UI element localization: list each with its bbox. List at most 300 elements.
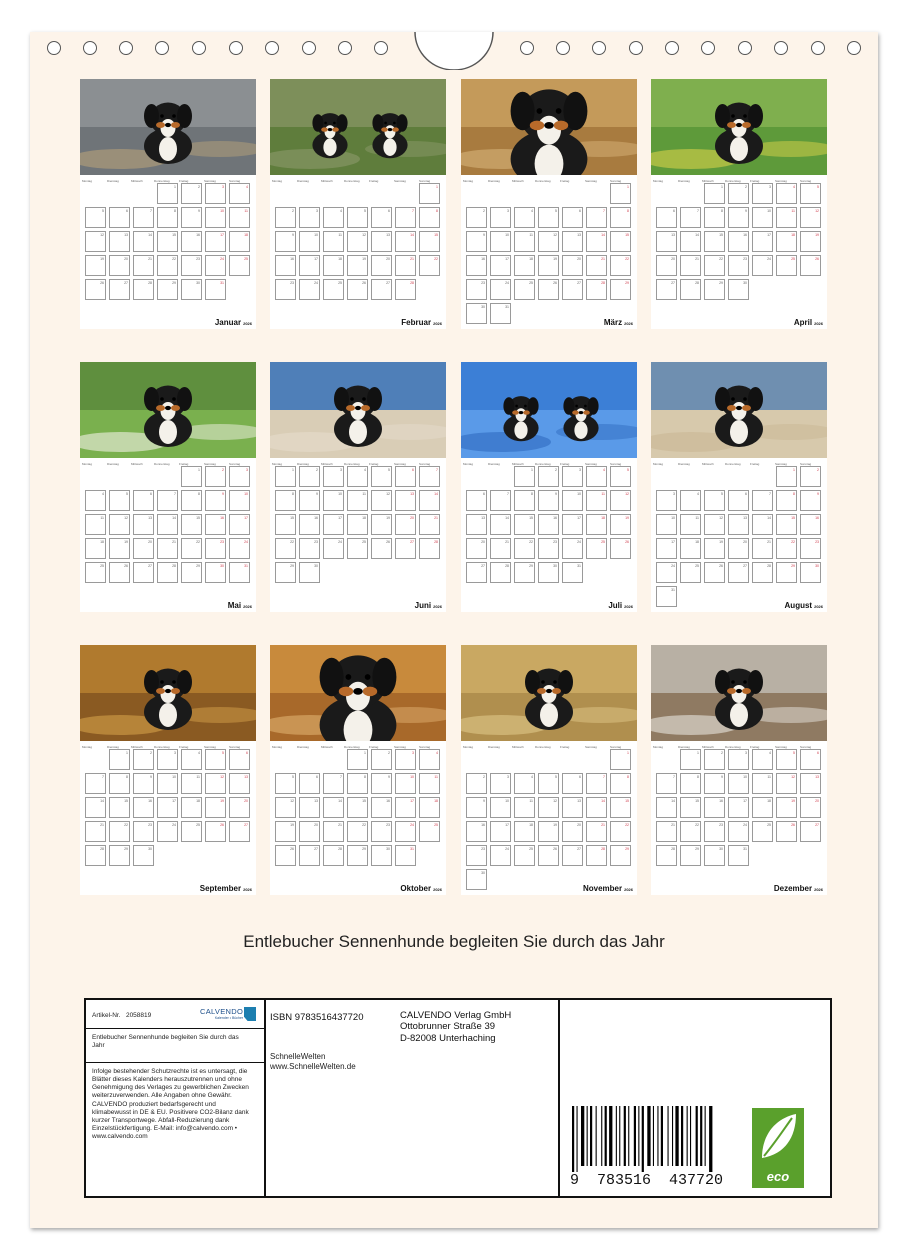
day-number: 20 [743, 540, 747, 544]
day-number: 27 [815, 823, 819, 827]
day-cell [656, 586, 677, 607]
weekday-label: Mittwoch [321, 462, 333, 466]
binding-hole [774, 41, 788, 55]
day-number: 15 [719, 233, 723, 237]
weekday-label: Freitag [179, 745, 189, 749]
barcode [566, 1106, 716, 1172]
day-number: 15 [196, 516, 200, 520]
day-number: 8 [721, 209, 723, 213]
day-cell [466, 845, 487, 866]
weekday-label: Dienstag [678, 745, 690, 749]
day-cell [157, 207, 178, 228]
day-cell [776, 514, 797, 535]
day-cell [490, 490, 511, 511]
month-name: Juli [608, 601, 623, 610]
day-number: 16 [148, 799, 152, 803]
day-number: 11 [767, 775, 771, 779]
day-cell [347, 514, 368, 535]
day-number: 30 [481, 305, 485, 309]
day-cell [656, 490, 677, 511]
day-cell [680, 255, 701, 276]
day-number: 2 [745, 185, 747, 189]
day-cell [514, 490, 535, 511]
weekday-label: Montag [653, 462, 664, 466]
weekday-label: Freitag [179, 462, 189, 466]
photo-dog-portrait-closeup [461, 79, 637, 175]
day-cell [704, 255, 725, 276]
weekday-label: Samstag [775, 179, 787, 183]
publisher-street: Ottobrunner Straße 39 [400, 1021, 496, 1033]
brand-name: CALVENDO [200, 1007, 244, 1016]
month-januar [80, 79, 256, 329]
imprint-column-right [560, 1000, 830, 1196]
day-number: 7 [603, 209, 605, 213]
day-cell [109, 231, 130, 252]
day-cell [85, 773, 106, 794]
day-number: 1 [174, 185, 176, 189]
day-cell [347, 231, 368, 252]
day-cell [371, 821, 392, 842]
day-cell [466, 490, 487, 511]
day-cell [466, 303, 487, 324]
month-september [80, 645, 256, 895]
weekday-label: Dienstag [107, 179, 119, 183]
day-number: 15 [172, 233, 176, 237]
day-cell [680, 749, 701, 770]
day-number: 28 [767, 564, 771, 568]
day-number: 21 [601, 823, 605, 827]
day-number: 17 [338, 516, 342, 520]
day-cell [347, 279, 368, 300]
day-number: 10 [410, 775, 414, 779]
day-cell [229, 207, 250, 228]
binding-hole [119, 41, 133, 55]
day-number: 16 [196, 233, 200, 237]
day-cell [776, 773, 797, 794]
day-number: 25 [601, 540, 605, 544]
day-cell [610, 207, 631, 228]
day-cell [133, 538, 154, 559]
day-number: 12 [791, 775, 795, 779]
day-number: 13 [577, 233, 581, 237]
day-cell [656, 207, 677, 228]
photo-two-dogs-on-blue-dock [461, 362, 637, 458]
day-number: 23 [743, 257, 747, 261]
day-cell [419, 538, 440, 559]
day-cell [586, 231, 607, 252]
month-name: Dezember [773, 884, 813, 893]
day-number: 18 [529, 823, 533, 827]
day-number: 18 [695, 540, 699, 544]
day-cell [229, 490, 250, 511]
day-cell [133, 490, 154, 511]
day-number: 21 [767, 540, 771, 544]
weekday-label: Sonntag [419, 745, 431, 749]
day-number: 4 [697, 492, 699, 496]
day-cell [299, 821, 320, 842]
day-number: 14 [410, 233, 414, 237]
weekday-label: Donnerstag [154, 745, 170, 749]
day-number: 24 [505, 281, 509, 285]
day-number: 19 [220, 799, 224, 803]
day-number: 24 [671, 564, 675, 568]
barcode-bar [672, 1106, 673, 1166]
day-number: 4 [198, 751, 200, 755]
day-number: 11 [529, 799, 533, 803]
day-number: 4 [531, 209, 533, 213]
weekday-label: Samstag [775, 462, 787, 466]
day-number: 2 [721, 751, 723, 755]
weekday-label: Samstag [204, 745, 216, 749]
day-number: 9 [388, 775, 390, 779]
day-number: 17 [244, 516, 248, 520]
day-number: 11 [601, 492, 605, 496]
day-cell [704, 773, 725, 794]
day-cell [490, 207, 511, 228]
day-cell [419, 183, 440, 204]
barcode-bar [628, 1106, 629, 1166]
day-cell [109, 255, 130, 276]
day-cell [323, 231, 344, 252]
day-number: 6 [483, 492, 485, 496]
day-cell [85, 255, 106, 276]
day-cell [514, 231, 535, 252]
day-number: 24 [220, 257, 224, 261]
day-cell [538, 821, 559, 842]
day-cell [610, 845, 631, 866]
day-cell [109, 514, 130, 535]
day-cell [85, 490, 106, 511]
weekday-label: Dienstag [297, 462, 309, 466]
day-cell [800, 231, 821, 252]
day-cell [419, 466, 440, 487]
month-name: November [582, 884, 623, 893]
day-cell [586, 207, 607, 228]
weekday-label: Freitag [560, 179, 570, 183]
day-number: 8 [697, 775, 699, 779]
weekday-label: Montag [272, 745, 283, 749]
day-number: 5 [292, 775, 294, 779]
weekday-label: Sonntag [800, 179, 812, 183]
day-number: 21 [505, 540, 509, 544]
day-number: 29 [196, 564, 200, 568]
day-number: 24 [743, 823, 747, 827]
day-number: 1 [126, 751, 128, 755]
weekday-label: Freitag [560, 745, 570, 749]
day-cell [229, 797, 250, 818]
day-cell [800, 490, 821, 511]
day-number: 31 [743, 847, 747, 851]
day-number: 1 [721, 185, 723, 189]
day-cell [181, 183, 202, 204]
day-cell [514, 773, 535, 794]
day-number: 10 [338, 492, 342, 496]
day-cell [395, 207, 416, 228]
weekday-label: Mittwoch [702, 462, 714, 466]
day-number: 22 [695, 823, 699, 827]
day-cell [776, 490, 797, 511]
eco-badge [752, 1108, 804, 1188]
day-cell [85, 538, 106, 559]
day-cell [562, 466, 583, 487]
day-number: 21 [671, 823, 675, 827]
day-number: 6 [579, 775, 581, 779]
day-number: 18 [100, 540, 104, 544]
day-cell [133, 279, 154, 300]
day-cell [562, 821, 583, 842]
day-cell [133, 797, 154, 818]
day-cell [538, 514, 559, 535]
day-number: 9 [292, 233, 294, 237]
day-number: 11 [362, 492, 366, 496]
day-number: 2 [817, 468, 819, 472]
day-cell [728, 538, 749, 559]
day-number: 3 [246, 468, 248, 472]
day-number: 9 [817, 492, 819, 496]
day-cell [490, 303, 511, 324]
day-cell [181, 255, 202, 276]
day-number: 4 [364, 468, 366, 472]
day-cell [776, 562, 797, 583]
weekday-label: Montag [463, 745, 474, 749]
day-number: 5 [364, 209, 366, 213]
day-number: 25 [529, 847, 533, 851]
day-cell [800, 466, 821, 487]
day-number: 7 [102, 775, 104, 779]
day-number: 13 [148, 516, 152, 520]
day-cell [85, 207, 106, 228]
month-label [228, 601, 252, 610]
day-cell [514, 514, 535, 535]
month-label [583, 884, 633, 893]
day-cell [776, 797, 797, 818]
weekday-label: Freitag [750, 179, 760, 183]
day-number: 8 [292, 492, 294, 496]
day-cell [133, 845, 154, 866]
day-cell [229, 749, 250, 770]
day-number: 23 [220, 540, 224, 544]
month-year: 2026 [624, 887, 633, 892]
day-cell [704, 538, 725, 559]
day-cell [275, 466, 296, 487]
weekday-label: Montag [272, 179, 283, 183]
day-number: 14 [172, 516, 176, 520]
day-cell [586, 255, 607, 276]
day-cell [610, 231, 631, 252]
day-number: 31 [410, 847, 414, 851]
day-number: 8 [174, 209, 176, 213]
day-number: 20 [244, 799, 248, 803]
day-number: 26 [290, 847, 294, 851]
day-number: 11 [338, 233, 342, 237]
day-number: 22 [625, 257, 629, 261]
day-number: 14 [434, 492, 438, 496]
day-number: 30 [815, 564, 819, 568]
day-cell [133, 207, 154, 228]
day-cell [466, 869, 487, 890]
day-cell [800, 207, 821, 228]
day-number: 16 [743, 233, 747, 237]
day-cell [205, 773, 226, 794]
day-number: 16 [481, 257, 485, 261]
day-number: 4 [340, 209, 342, 213]
day-number: 30 [196, 281, 200, 285]
day-number: 20 [148, 540, 152, 544]
day-cell [275, 773, 296, 794]
day-cell [181, 490, 202, 511]
day-number: 10 [743, 775, 747, 779]
month-mai [80, 362, 256, 612]
day-number: 10 [671, 516, 675, 520]
day-number: 7 [436, 468, 438, 472]
day-cell [490, 821, 511, 842]
day-cell [514, 255, 535, 276]
day-cell [680, 773, 701, 794]
day-number: 12 [290, 799, 294, 803]
day-cell [680, 279, 701, 300]
day-cell [157, 490, 178, 511]
day-number: 22 [791, 540, 795, 544]
weekday-label: Donnerstag [344, 745, 360, 749]
day-cell [109, 279, 130, 300]
day-cell [586, 797, 607, 818]
day-number: 28 [434, 540, 438, 544]
weekday-label: Samstag [585, 745, 597, 749]
day-number: 15 [695, 799, 699, 803]
day-cell [85, 279, 106, 300]
day-number: 4 [531, 775, 533, 779]
binding-hole [192, 41, 206, 55]
day-number: 27 [124, 281, 128, 285]
day-number: 7 [697, 209, 699, 213]
day-cell [752, 773, 773, 794]
day-number: 21 [410, 257, 414, 261]
day-number: 12 [124, 516, 128, 520]
weekday-label: Mittwoch [131, 745, 143, 749]
calvendo-logo-mark [244, 1007, 256, 1021]
day-cell [347, 749, 368, 770]
day-cell [371, 466, 392, 487]
day-number: 2 [316, 468, 318, 472]
calendar-subtitle: Entlebucher Sennenhunde begleiten Sie durch das Jahr [243, 932, 665, 951]
day-cell [776, 255, 797, 276]
day-cell [562, 279, 583, 300]
day-number: 7 [507, 492, 509, 496]
day-cell [181, 514, 202, 535]
day-number: 24 [338, 540, 342, 544]
weekday-label: Sonntag [800, 745, 812, 749]
day-number: 12 [553, 799, 557, 803]
day-cell [323, 797, 344, 818]
month-april [651, 79, 827, 329]
day-number: 21 [148, 257, 152, 261]
day-number: 15 [625, 233, 629, 237]
day-cell [229, 255, 250, 276]
day-number: 25 [529, 281, 533, 285]
day-cell [371, 797, 392, 818]
day-cell [299, 207, 320, 228]
day-cell [752, 797, 773, 818]
weekday-label: Donnerstag [535, 179, 551, 183]
binding-hole [47, 41, 61, 55]
day-number: 16 [314, 516, 318, 520]
weekday-label: Dienstag [107, 462, 119, 466]
day-cell [490, 514, 511, 535]
day-cell [205, 255, 226, 276]
barcode-bar [590, 1106, 592, 1166]
day-number: 19 [625, 516, 629, 520]
day-number: 22 [362, 823, 366, 827]
binding-hole [556, 41, 570, 55]
day-number: 11 [244, 209, 248, 213]
day-number: 16 [220, 516, 224, 520]
month-name: Februar [401, 318, 432, 327]
day-cell [299, 279, 320, 300]
imprint-column-left [86, 1000, 266, 1196]
day-number: 8 [198, 492, 200, 496]
day-cell [371, 207, 392, 228]
day-number: 7 [673, 775, 675, 779]
day-number: 29 [791, 564, 795, 568]
day-number: 5 [817, 185, 819, 189]
day-cell [85, 797, 106, 818]
binding-hole [83, 41, 97, 55]
day-cell [133, 773, 154, 794]
day-cell [728, 279, 749, 300]
day-cell [133, 231, 154, 252]
day-cell [704, 183, 725, 204]
day-cell [109, 490, 130, 511]
barcode-bar [601, 1106, 602, 1166]
day-cell [586, 845, 607, 866]
month-name: September [199, 884, 242, 893]
weekday-label: Sonntag [419, 179, 431, 183]
day-number: 19 [791, 799, 795, 803]
month-label [415, 601, 442, 610]
day-number: 26 [719, 564, 723, 568]
day-number: 1 [198, 468, 200, 472]
day-cell [680, 538, 701, 559]
month-name: April [793, 318, 813, 327]
day-number: 12 [100, 233, 104, 237]
day-cell [728, 562, 749, 583]
binding-hole [738, 41, 752, 55]
day-number: 23 [314, 540, 318, 544]
day-cell [514, 562, 535, 583]
day-cell [299, 562, 320, 583]
day-cell [275, 255, 296, 276]
day-number: 20 [815, 799, 819, 803]
day-cell [323, 821, 344, 842]
day-cell [133, 514, 154, 535]
month-year: 2026 [433, 321, 442, 326]
day-cell [752, 183, 773, 204]
day-number: 26 [386, 540, 390, 544]
day-number: 8 [627, 775, 629, 779]
day-number: 6 [246, 751, 248, 755]
day-cell [395, 538, 416, 559]
day-number: 30 [386, 847, 390, 851]
binding-hole [701, 41, 715, 55]
eco-label: eco [766, 1169, 790, 1184]
day-cell [347, 207, 368, 228]
day-cell [704, 821, 725, 842]
day-number: 15 [434, 233, 438, 237]
month-name: Oktober [400, 884, 432, 893]
weekday-label: Sonntag [229, 179, 241, 183]
day-cell [538, 279, 559, 300]
day-cell [800, 797, 821, 818]
